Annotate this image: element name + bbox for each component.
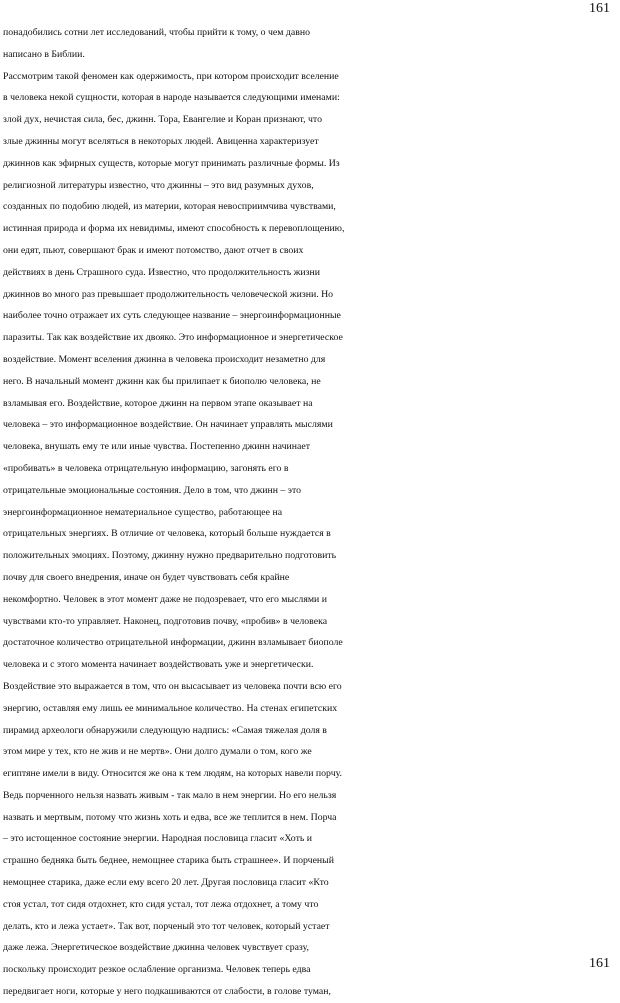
text-line: передвигает ноги, которые у него подкашиваются от слабости, в голове туман, [3, 986, 331, 998]
text-line: даже лежа. Энергетическое воздействие джинна человек чувствует сразу, [3, 942, 309, 954]
text-line: Ведь порченного нельзя назвать живым - так мало в нем энергии. Но его нельзя [3, 789, 337, 801]
text-line: отрицательных энергиях. В отличие от человека, который больше нуждается в [3, 528, 331, 540]
text-line: Рассмотрим такой феномен как одержимость, при котором происходит вселение [3, 70, 339, 82]
text-line: человека, внушать ему те или иные чувства. Постепенно джинн начинает [3, 441, 311, 453]
text-line: отрицательные эмоциональные состояния. Дело в том, что джинн – это [3, 484, 302, 496]
text-line: взламывая его. Воздействие, которое джинн на первом этапе оказывает на [3, 397, 313, 409]
text-line: наиболее точно отражает их суть следующее название – энергоинформационные [3, 310, 341, 322]
text-line: они едят, пьют, совершают брак и имеют потомство, дают отчет в своих [3, 244, 304, 256]
text-line: положительных эмоциях. Поэтому, джинну нужно предварительно подготовить [3, 550, 337, 562]
text-line: джиннов во много раз превышает продолжительность человеческой жизни. Но [3, 288, 334, 300]
text-line: понадобились сотни лет исследований, чтобы прийти к тому, о чем давно [3, 27, 310, 38]
text-line: этом мире у тех, кто не жив и не мертв». Они долго думали о том, кого же [3, 746, 312, 758]
page-number-bottom: 161 [589, 956, 610, 971]
text-line: немощнее старика, даже если ему всего 20 лет. Другая пословица гласит «Кто [3, 877, 329, 889]
text-line: делать, кто и лежа устает». Так вот, порченый это тот человек, который устает [3, 920, 330, 932]
text-line: человека – это информационное воздействие. Он начинает управлять мыслями [3, 419, 333, 431]
text-line: паразиты. Так как воздействие их двояко. Это информационное и энергетическое [3, 332, 343, 344]
text-line: – это истощенное состояние энергии. Народная пословица гласит «Хоть и [3, 833, 313, 845]
text-line: стоя устал, тот сидя отдохнет, кто сидя устал, тот лежа отдохнет, а тому что [3, 898, 319, 910]
text-line: злые джинны могут вселяться в некоторых людей. Авиценна характеризует [3, 135, 319, 147]
text-line: страшно бедняка быть беднее, немощнее старика быть страшнее». И порченый [3, 855, 334, 867]
text-line: созданных по подобию людей, из материи, которая невосприимчива чувствами, [3, 201, 336, 213]
text-line: достаточное количество отрицательной информации, джинн взламывает биополе [3, 637, 343, 649]
text-line: религиозной литературы известно, что джинны – это вид разумных духов, [3, 179, 314, 191]
text-line: истинная природа и форма их невидимы, имеют способность к перевоплощению, [3, 223, 345, 235]
text-line: чувствами кто-то управляет. Наконец, подготовив почву, «пробив» в человека [3, 615, 328, 627]
text-line: джиннов как эфирных существ, которые могут принимать различные формы. Из [3, 157, 340, 169]
text-line: воздействие. Момент вселения джинна в человека происходит незаметно для [3, 353, 326, 365]
page-number-top: 161 [589, 1, 610, 16]
text-line: поскольку происходит резкое ослабление организма. Человек теперь едва [3, 964, 311, 976]
text-line: энергоинформационное нематериальное существо, работающее на [3, 506, 283, 518]
text-line: «пробивать» в человека отрицательную информацию, загонять его в [3, 462, 289, 474]
text-line: злой дух, нечистая сила, бес, джинн. Тора, Евангелие и Коран признают, что [3, 114, 322, 126]
text-line: в человека некой сущности, которая в народе называется следующими именами: [3, 92, 340, 104]
text-line: египтяне имели в виду. Относится же она к тем людям, на которых навели порчу. [3, 768, 342, 780]
text-line: человека и с этого момента начинает воздействовать уже и энергетически. [3, 659, 314, 671]
text-line: действиях в день Страшного суда. Известно, что продолжительность жизни [3, 266, 320, 278]
text-line: назвать и мертвым, потому что жизнь хоть и едва, все же теплится в нем. Порча [3, 811, 337, 823]
text-line: Воздействие это выражается в том, что он высасывает из человека почти всю его [3, 680, 342, 692]
text-line: почву для своего внедрения, иначе он будет чувствовать себя крайне [3, 571, 290, 583]
body-text [3, 22, 620, 1003]
text-line: пирамид археологи обнаружили следующую надпись: «Самая тяжелая доля в [3, 724, 327, 736]
text-line: написано в Библии. [3, 48, 85, 60]
text-line: него. В начальный момент джинн как бы прилипает к биополю человека, не [3, 375, 321, 387]
text-line: некомфортно. Человек в этот момент даже не подозревает, что его мыслями и [3, 593, 327, 605]
text-line: энергию, оставляя ему лишь ее минимальное количество. На стенах египетских [3, 702, 338, 714]
